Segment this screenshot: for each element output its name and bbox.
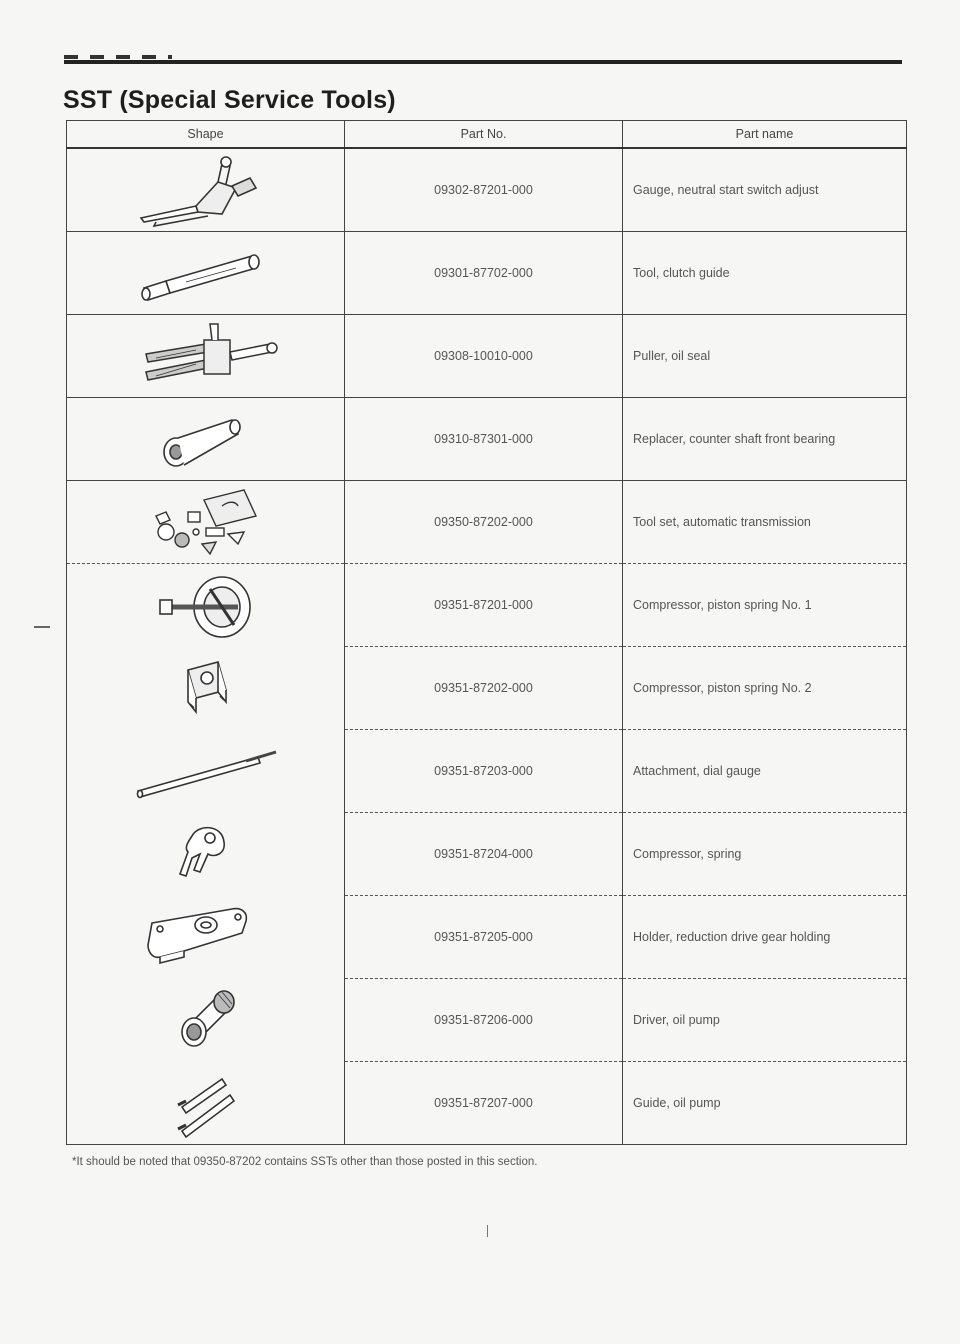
piston-spring-compressor-2-icon [126,650,286,726]
bearing-replacer-icon [126,404,286,474]
gear-holder-icon [126,899,286,975]
shape-cell [67,232,345,315]
header-part-name: Part name [623,121,907,149]
header-rule [64,60,902,64]
part-name-cell: Tool set, automatic transmission [623,481,907,564]
part-name-cell: Guide, oil pump [623,1062,907,1145]
part-no-cell: 09351-87207-000 [345,1062,623,1145]
part-name-cell: Compressor, piston spring No. 2 [623,647,907,730]
table-row [67,564,907,647]
shape-cell [67,564,345,647]
table-row [67,1062,907,1145]
part-name-cell: Gauge, neutral start switch adjust [623,148,907,232]
transmission-tool-set-icon [126,482,286,562]
piston-spring-compressor-1-icon [126,567,286,643]
part-no-cell: 09351-87205-000 [345,896,623,979]
part-no-cell: 09351-87201-000 [345,564,623,647]
shape-cell [67,813,345,896]
shape-cell [67,1062,345,1145]
dial-gauge-attachment-icon [126,741,286,801]
part-no-cell: 09308-10010-000 [345,315,623,398]
margin-mark [34,626,50,628]
oil-pump-guide-icon [126,1065,286,1141]
table-row [67,481,907,564]
shape-cell [67,647,345,730]
table-row [67,730,907,813]
part-name-cell: Driver, oil pump [623,979,907,1062]
spring-compressor-icon [126,816,286,892]
part-name-cell: Compressor, spring [623,813,907,896]
page-mark [487,1225,488,1237]
neutral-start-switch-gauge-icon [126,152,286,228]
table-row [67,398,907,481]
part-name-cell: Puller, oil seal [623,315,907,398]
part-no-cell: 09301-87702-000 [345,232,623,315]
table-row [67,813,907,896]
part-name-cell: Tool, clutch guide [623,232,907,315]
part-name-cell: Replacer, counter shaft front bearing [623,398,907,481]
header-part-no: Part No. [345,121,623,149]
part-no-cell: 09351-87202-000 [345,647,623,730]
table-row [67,232,907,315]
shape-cell [67,979,345,1062]
part-no-cell: 09351-87206-000 [345,979,623,1062]
part-no-cell: 09351-87204-000 [345,813,623,896]
table-row [67,647,907,730]
clutch-guide-tool-icon [126,238,286,308]
header-rule-stub [64,55,172,59]
shape-cell [67,398,345,481]
part-no-cell: 09351-87203-000 [345,730,623,813]
sst-table [66,120,907,1145]
page-title: SST (Special Service Tools) [63,86,396,114]
shape-cell [67,315,345,398]
header-shape: Shape [67,121,345,149]
oil-seal-puller-icon [126,318,286,394]
part-name-cell: Holder, reduction drive gear holding [623,896,907,979]
part-no-cell: 09310-87301-000 [345,398,623,481]
shape-cell [67,730,345,813]
footnote: *It should be noted that 09350-87202 contains SSTs other than those posted in this section. [72,1156,538,1168]
table-header-row [67,121,907,149]
table-row [67,315,907,398]
shape-cell [67,896,345,979]
part-name-cell: Attachment, dial gauge [623,730,907,813]
table-row [67,896,907,979]
part-no-cell: 09350-87202-000 [345,481,623,564]
oil-pump-driver-icon [126,982,286,1058]
part-no-cell: 09302-87201-000 [345,148,623,232]
shape-cell [67,148,345,232]
shape-cell [67,481,345,564]
part-name-cell: Compressor, piston spring No. 1 [623,564,907,647]
table-row [67,148,907,232]
table-row [67,979,907,1062]
